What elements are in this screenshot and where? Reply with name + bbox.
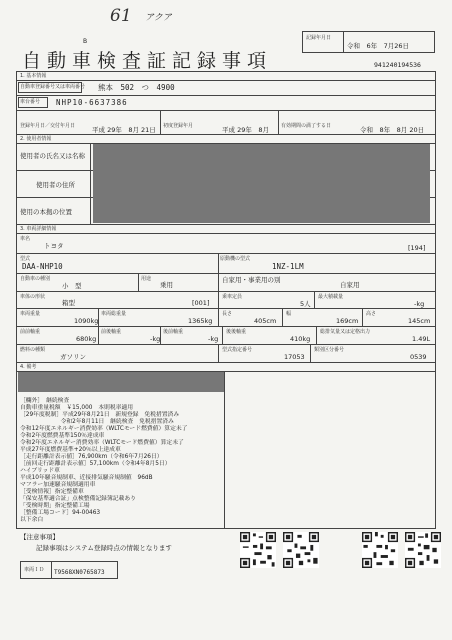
height-value: 145cm — [408, 317, 431, 325]
remarks-line: マフラー加速騒音規制適用車 — [20, 482, 96, 488]
designation-value: 17053 — [284, 353, 305, 361]
first-reg-value: 平成 29年 8月 21日 — [92, 126, 156, 134]
remarks-line: 以下余白 — [20, 517, 44, 523]
width-value: 169cm — [336, 317, 359, 325]
user-base-label: 使用の本拠の位置 — [20, 208, 72, 216]
first-reg-label: 登録年月日／交付年月日 — [20, 123, 76, 129]
qr-code — [405, 532, 441, 568]
max-load-label: 最大積載量 — [318, 294, 344, 300]
remarks-line: ［走行距離計表示値］76,900km（令和6年7月26日） — [20, 454, 163, 460]
section-remarks-label: 4. 備考 — [20, 364, 37, 370]
class-value: 0539 — [410, 353, 427, 361]
first-reg2-value: 平成 29年 8月 — [222, 126, 269, 134]
rear-front-axle-label: 後前軸重 — [163, 329, 184, 335]
class-label: 類別区分番号 — [314, 347, 345, 353]
qr-code — [362, 532, 398, 568]
capacity-value: 5人 — [300, 300, 311, 308]
record-date-box — [302, 31, 435, 53]
front-rear-axle-value: -kg — [150, 335, 161, 343]
maker-label: 車名 — [20, 236, 31, 242]
designation-label: 型式指定番号 — [222, 347, 253, 353]
displacement-label: 総排気量又は定格出力 — [320, 329, 371, 335]
document-title: 自動車検査証記録事項 — [22, 50, 273, 72]
vehicle-id-box — [20, 561, 118, 579]
front-rear-axle-label: 前後軸重 — [101, 329, 122, 335]
remarks-line: 平成10年騒音規制車、近接排気騒音規制値 96dB — [20, 475, 153, 481]
front-axle-label: 前前軸重 — [20, 329, 41, 335]
front-axle-value: 680kg — [76, 335, 97, 343]
remarks-line: 「受検時期」指定整備工場 — [20, 503, 90, 509]
notes-label: 【注意事項】 — [20, 533, 59, 541]
engine-label: 原動機の型式 — [220, 256, 251, 262]
user-address-label: 使用者の住所 — [36, 181, 75, 189]
maker-code: [194] — [408, 244, 426, 252]
remarks-list — [20, 398, 224, 524]
remarks-line: 令和12年度エネルギー消費効率（WLTCモード燃費値）算定未了 — [20, 426, 188, 432]
weight-value: 1090kg — [74, 317, 99, 325]
rear-axle-value: 410kg — [290, 335, 311, 343]
remarks-line: ［受検情報］指定整備車 — [20, 489, 84, 495]
remarks-line: 令和2年8月11日 継続検査 免税措置済み — [20, 419, 174, 425]
length-label: 長さ — [222, 311, 233, 317]
redacted-remarks — [18, 372, 224, 392]
body-code: [001] — [192, 299, 210, 307]
prefix-letter: B — [83, 38, 88, 45]
fuel-label: 燃料の種類 — [20, 347, 46, 353]
redacted-user-info — [93, 144, 430, 223]
capacity-label: 乗車定員 — [222, 294, 243, 300]
reg-number-value: 熊本 502 つ 4900 — [98, 83, 175, 92]
section-user-label: 2. 使用者情報 — [20, 136, 52, 142]
reg-number-label: 自動車登録番号又は車両番号 — [20, 84, 86, 90]
chassis-label: 車台番号 — [20, 99, 41, 105]
notes-text: 記録事項はシステム登録時点の情報となります — [36, 544, 172, 552]
remarks-line: 令和2年度燃費基準150％達成車 — [20, 433, 105, 439]
section-vehicle-label: 3. 車両詳細情報 — [20, 226, 57, 232]
maker-value: トヨタ — [44, 242, 64, 250]
business-value: 自家用 — [340, 281, 360, 289]
height-label: 高さ — [366, 311, 377, 317]
body-value: 箱型 — [62, 299, 75, 307]
engine-value: 1NZ-1LM — [272, 262, 304, 271]
remarks-line: ［前回走行距離計表示値］57,100km（令和4年8月5日） — [20, 461, 171, 467]
width-label: 幅 — [286, 311, 292, 317]
remarks-line: 令和2年度エネルギー消費効率（WLTCモード燃費値）算定未了 — [20, 440, 184, 446]
weight-label: 車両重量 — [20, 311, 41, 317]
model-label: 型式 — [20, 256, 31, 262]
remarks-line: ［欄外］ 継続検査 — [20, 398, 70, 404]
use-label: 用途 — [141, 276, 152, 282]
remarks-line: ［29年度税制］平成29年8月21日 新規登録 免税措置済み — [20, 412, 180, 418]
remarks-line: ［整備工場コード］94-00463 — [20, 510, 101, 516]
handwritten-number: 61 — [110, 6, 132, 26]
business-label: 自家用・事業用の別 — [222, 276, 281, 284]
remarks-line: ハイブリッド車 — [20, 468, 60, 474]
rear-axle-label: 後後軸重 — [226, 329, 247, 335]
section-basic-label: 1. 基本情報 — [20, 73, 47, 79]
fuel-value: ガソリン — [60, 353, 86, 361]
expiry-value: 令和 8年 8月 20日 — [360, 126, 425, 134]
kind-label: 自動車の種別 — [20, 276, 51, 282]
handwritten-note: アクア — [145, 13, 172, 23]
record-date-label: 記録年月日 — [306, 35, 332, 41]
use-value: 乗用 — [160, 281, 173, 289]
model-value: DAA-NHP10 — [22, 262, 63, 271]
gross-weight-label: 車両総重量 — [101, 311, 127, 317]
qr-code — [283, 532, 319, 568]
length-value: 405cm — [254, 317, 277, 325]
rear-front-axle-value: -kg — [208, 335, 219, 343]
qr-code — [240, 532, 276, 568]
remarks-line: 「保安基準適合証」点検整備記録簿記載あり — [20, 496, 136, 502]
displacement-value: 1.49L — [412, 335, 431, 343]
gross-weight-value: 1365kg — [188, 317, 213, 325]
first-reg2-label: 初度登録年月 — [163, 123, 194, 129]
body-label: 車体の形状 — [20, 294, 46, 300]
remarks-line: 平成27年度燃費基準+20％以上達成車 — [20, 447, 121, 453]
record-date-value: 令和 6年 7月26日 — [347, 42, 410, 50]
remarks-line: 自動車重量税額 ￥15,000 本則税率適用 — [20, 405, 134, 411]
vehicle-id-label: 車両ＩＤ — [24, 567, 45, 573]
expiry-label: 有効期間の満了する日 — [281, 123, 332, 129]
document-id: 941240194536 — [374, 61, 421, 69]
user-name-label: 使用者の氏名又は名称 — [20, 152, 85, 160]
chassis-value: NHP10-6637386 — [56, 98, 128, 107]
kind-value: 小 型 — [62, 282, 82, 290]
vehicle-id-value: T9568XN0765873 — [54, 569, 105, 576]
max-load-value: -kg — [414, 300, 425, 308]
